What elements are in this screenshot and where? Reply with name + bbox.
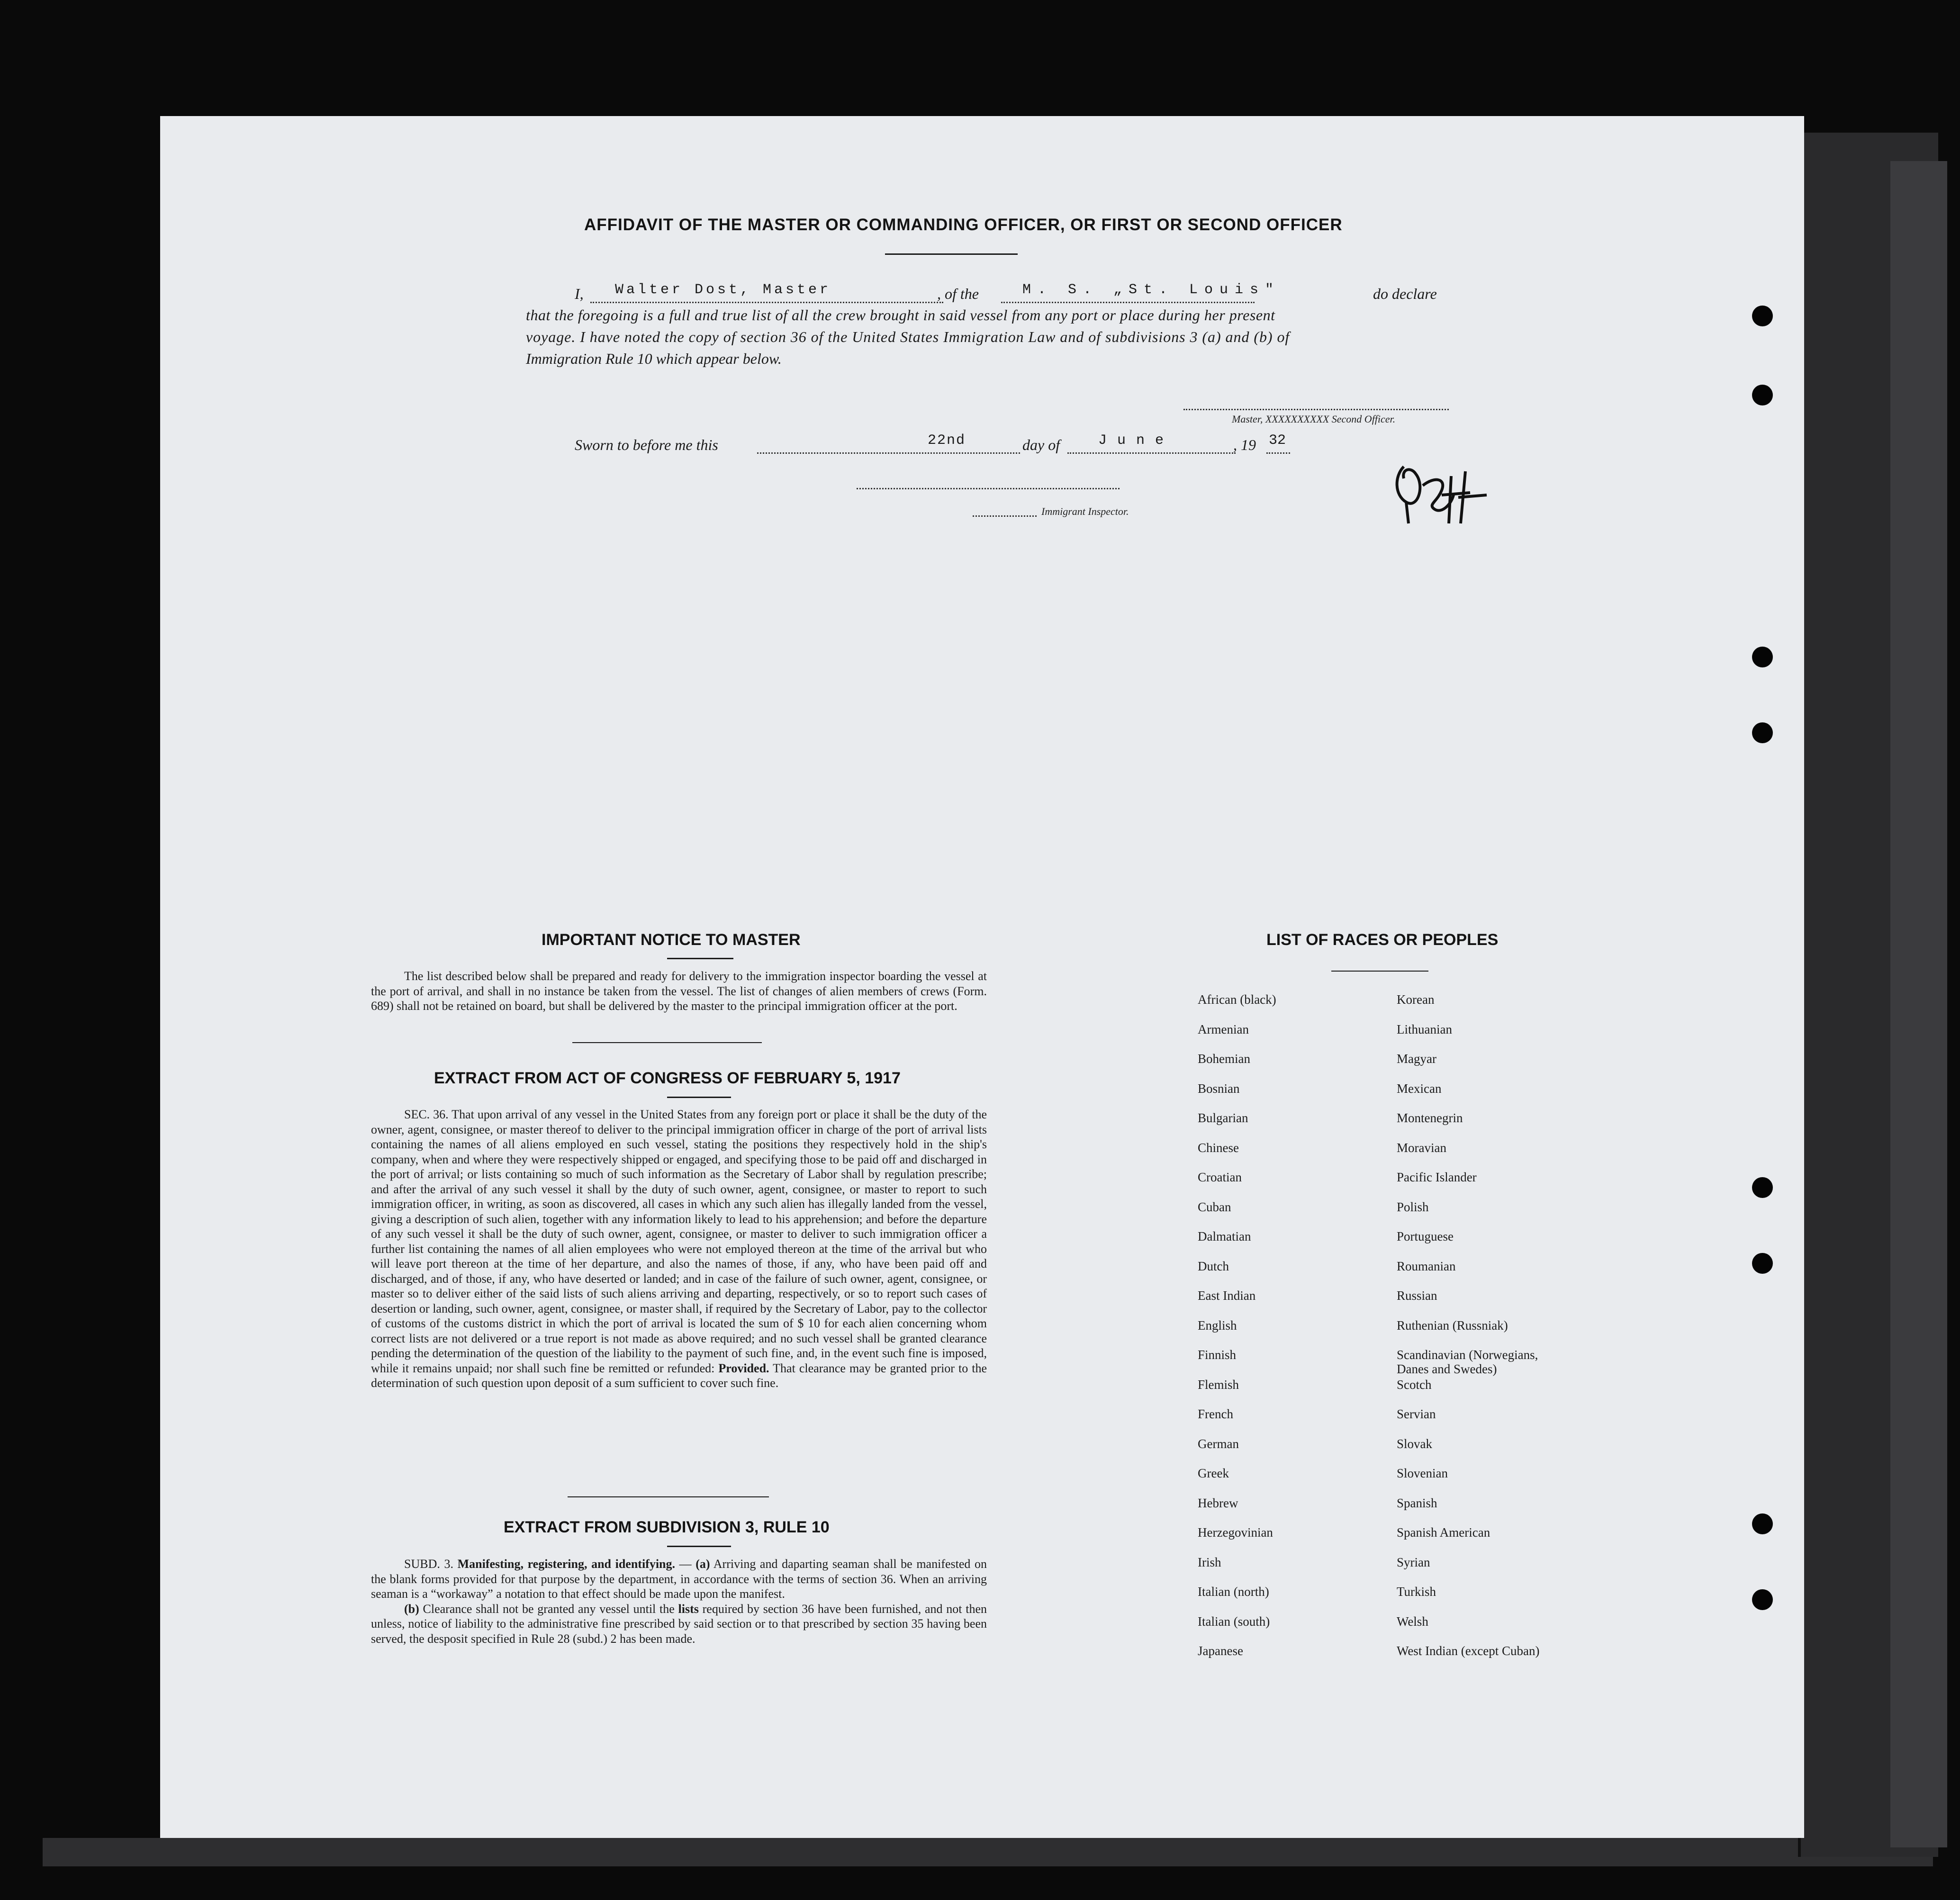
provided-keyword: Provided. <box>718 1361 769 1375</box>
day-value: 22nd <box>928 432 966 449</box>
race-item: Japanese <box>1198 1644 1243 1658</box>
notice-title: IMPORTANT NOTICE TO MASTER <box>542 931 801 949</box>
binder-hole <box>1752 385 1773 405</box>
day-of-label: day of <box>1022 436 1060 453</box>
notice-end-rule <box>572 1042 762 1043</box>
race-item: East Indian <box>1198 1288 1256 1303</box>
signature-line <box>1183 409 1449 410</box>
race-item: Croatian <box>1198 1170 1242 1184</box>
race-item: French <box>1198 1407 1233 1421</box>
master-signature <box>1390 457 1494 528</box>
race-item: Italian (north) <box>1198 1585 1269 1599</box>
race-item: Scandinavian (Norwegians, Danes and Swedes) <box>1397 1348 1538 1376</box>
race-item: Bosnian <box>1198 1081 1240 1096</box>
race-item: Dutch <box>1198 1259 1229 1273</box>
race-item: Syrian <box>1397 1555 1430 1569</box>
affidavit-line-3: voyage. I have noted the copy of section 36 of the United States Immigration Law and of subdivisions 3 (a) and (b) of <box>526 328 1290 345</box>
binder-hole <box>1752 306 1773 326</box>
day-line <box>757 452 1020 454</box>
binder-hole <box>1752 1177 1773 1198</box>
race-item: Polish <box>1397 1199 1429 1214</box>
affidavit-title: AFFIDAVIT OF THE MASTER OR COMMANDING OFFICER, OR FIRST OR SECOND OFFICER <box>584 216 1343 234</box>
race-item: Scotch <box>1397 1377 1432 1392</box>
of-the-label: , of the <box>937 285 979 302</box>
race-item: Turkish <box>1397 1585 1436 1599</box>
race-item: Slovenian <box>1397 1466 1448 1480</box>
race-item: Welsh <box>1397 1614 1428 1629</box>
race-item: Roumanian <box>1397 1259 1456 1273</box>
month-value: June <box>1098 432 1174 449</box>
race-item: Ruthenian (Russniak) <box>1397 1318 1508 1333</box>
race-item: Chinese <box>1198 1140 1239 1155</box>
affidavit-line-4: Immigration Rule 10 which appear below. <box>526 350 782 367</box>
race-item: Portuguese <box>1397 1229 1454 1243</box>
document-page <box>160 116 1804 1838</box>
race-item: English <box>1198 1318 1237 1333</box>
binder-hole <box>1752 1589 1773 1610</box>
race-item: Servian <box>1397 1407 1436 1421</box>
race-item: Mexican <box>1397 1081 1442 1096</box>
name-line <box>590 302 943 303</box>
race-item: Bohemian <box>1198 1052 1250 1066</box>
race-item: Finnish <box>1198 1348 1237 1362</box>
race-item: Russian <box>1397 1288 1437 1303</box>
inspector-caption: Immigrant Inspector. <box>1041 505 1129 517</box>
vessel-line <box>1001 302 1255 303</box>
notice-text: The list described below shall be prepared and ready for delivery to the immigration inspector boarding the vessel at the port of arrival, and shall in no instance be taken from the vessel. The list of changes of alien members of crews (Form. 689) shall not be retained on board, but shall be delivered by the master to the principal immigration officer at the port. <box>371 969 987 1013</box>
master-name-value: Walter Dost, Master <box>615 282 831 298</box>
act-divider <box>667 1097 731 1098</box>
inspector-line <box>857 488 1120 489</box>
binder-hole <box>1752 722 1773 743</box>
race-item: Magyar <box>1397 1052 1436 1066</box>
rule-text: SUBD. 3. Manifesting, registering, and identifying. — (a) Arriving and daparting seaman shall be manifested on the blank forms provided for that purpose by the department, in accordance with the terms of section 36. When an arriving seaman is a “workaway” a notation to that effect should be made upon the manifest. (b) Clearance shall not be granted any vessel until the lists required by section 36 have been furnished, and not then unless, notice of liability to the administrative fine prescribed by said section or to that prescribed by section 35 having been served, the desposit specified in Rule 28 (subd.) 2 has been made. <box>371 1557 987 1646</box>
race-item: Pacific Islander <box>1397 1170 1477 1184</box>
rule-divider <box>667 1546 731 1547</box>
year-value: 32 <box>1269 432 1286 449</box>
year-line <box>1266 452 1290 454</box>
act-end-rule <box>568 1496 769 1497</box>
race-item: Armenian <box>1198 1022 1249 1036</box>
binder-hole <box>1752 647 1773 667</box>
underlying-page-edge-2 <box>1890 161 1947 1847</box>
race-item: Dalmatian <box>1198 1229 1251 1243</box>
races-divider <box>1331 971 1428 972</box>
title-divider <box>885 253 1018 255</box>
race-item: Slovak <box>1397 1436 1433 1451</box>
race-item: German <box>1198 1436 1239 1451</box>
races-title: LIST OF RACES OR PEOPLES <box>1266 931 1499 949</box>
race-item: Lithuanian <box>1397 1022 1452 1036</box>
underlying-pages-bottom-edge <box>43 1838 1933 1866</box>
signature-caption: Master, XXXXXXXXXX Second Officer. <box>1232 413 1396 425</box>
act-text: SEC. 36. That upon arrival of any vessel in the United States from any foreign port or place it shall be the duty of the owner, agent, consignee, or master thereof to deliver to the principal immigration officer in charge of the port of arrival lists containing the names of all aliens employed en such vessel, stating the positions they respectively hold in the ship's company, when and where they were respectively shipped or engaged, and specifying those to be paid off and discharged in the port of arrival; or lists containing so much of such information as the Secretary of Labor shall by regulation prescribe; and after the arrival of any such vessel it shall by the duty of such owner, agent, consignee, or master to report to such immigration officer, in writing, as soon as discovered, all cases in which any such alien has illegally landed from the vessel, giving a description of such alien, together with any information likely to lead to his apprehension; and before the departure of any such vessel it shall be the duty of such owner, agent, consignee, or master to deliver to such immigration officer a further list containing the names of all alien employees who were not employed thereon at the time of the arrival but who will leave port thereon at the time of her departure, and also the names of those, if any, who have been paid off and discharged, and of those, if any, who have deserted or landed; and in case of the failure of such owner, agent, consignee, or master so to deliver either of the said lists of such aliens arriving and departing, respectively, or so to report such cases of desertion or landing, such owner, agent, consignee, or master shall, if required by the Secretary of Labor, pay to the collector of customs of the customs district in which the port of arrival is located the sum of $ 10 for each alien concerning whom correct lists are not delivered or a true report is not made as above required; and no such vessel shall be granted clearance pending the determination of the question of the liability to the payment of such fine, and, in the event such fine is imposed, while it remains unpaid; nor shall such fine be remitted or refunded: Provided. That clearance may be granted prior to the determination of such question upon deposit of a sum sufficient to cover such fine. <box>371 1108 987 1390</box>
inspector-short-line <box>973 515 1037 517</box>
i-label: I, <box>575 285 584 302</box>
rule-title: EXTRACT FROM SUBDIVISION 3, RULE 10 <box>504 1518 830 1536</box>
race-item: African (black) <box>1198 992 1276 1007</box>
binder-hole <box>1752 1513 1773 1534</box>
race-item: Flemish <box>1198 1377 1239 1392</box>
binder-hole <box>1752 1253 1773 1274</box>
race-item: Bulgarian <box>1198 1111 1248 1125</box>
race-item: Moravian <box>1397 1140 1446 1155</box>
act-title: EXTRACT FROM ACT OF CONGRESS OF FEBRUARY 5, 1917 <box>434 1069 901 1087</box>
race-item: Montenegrin <box>1397 1111 1463 1125</box>
race-item: Spanish American <box>1397 1525 1490 1540</box>
race-item: Herzegovinian <box>1198 1525 1273 1540</box>
race-item: Korean <box>1397 992 1435 1007</box>
race-item: Cuban <box>1198 1199 1231 1214</box>
do-declare-label: do declare <box>1373 285 1437 302</box>
race-item: Greek <box>1198 1466 1229 1480</box>
notice-divider <box>667 958 733 959</box>
year-prefix: , 19 <box>1233 436 1256 453</box>
race-item: Spanish <box>1397 1495 1437 1510</box>
month-line <box>1067 452 1236 454</box>
race-item: Hebrew <box>1198 1495 1238 1510</box>
vessel-name-value: M. S. „St. Louis" <box>1022 282 1281 298</box>
sworn-label: Sworn to before me this <box>575 436 718 453</box>
race-item: Irish <box>1198 1555 1221 1569</box>
race-item: Italian (south) <box>1198 1614 1270 1629</box>
race-item: West Indian (except Cuban) <box>1397 1644 1540 1658</box>
affidavit-line-2: that the foregoing is a full and true list of all the crew brought in said vessel from any port or place during her present <box>526 306 1275 324</box>
